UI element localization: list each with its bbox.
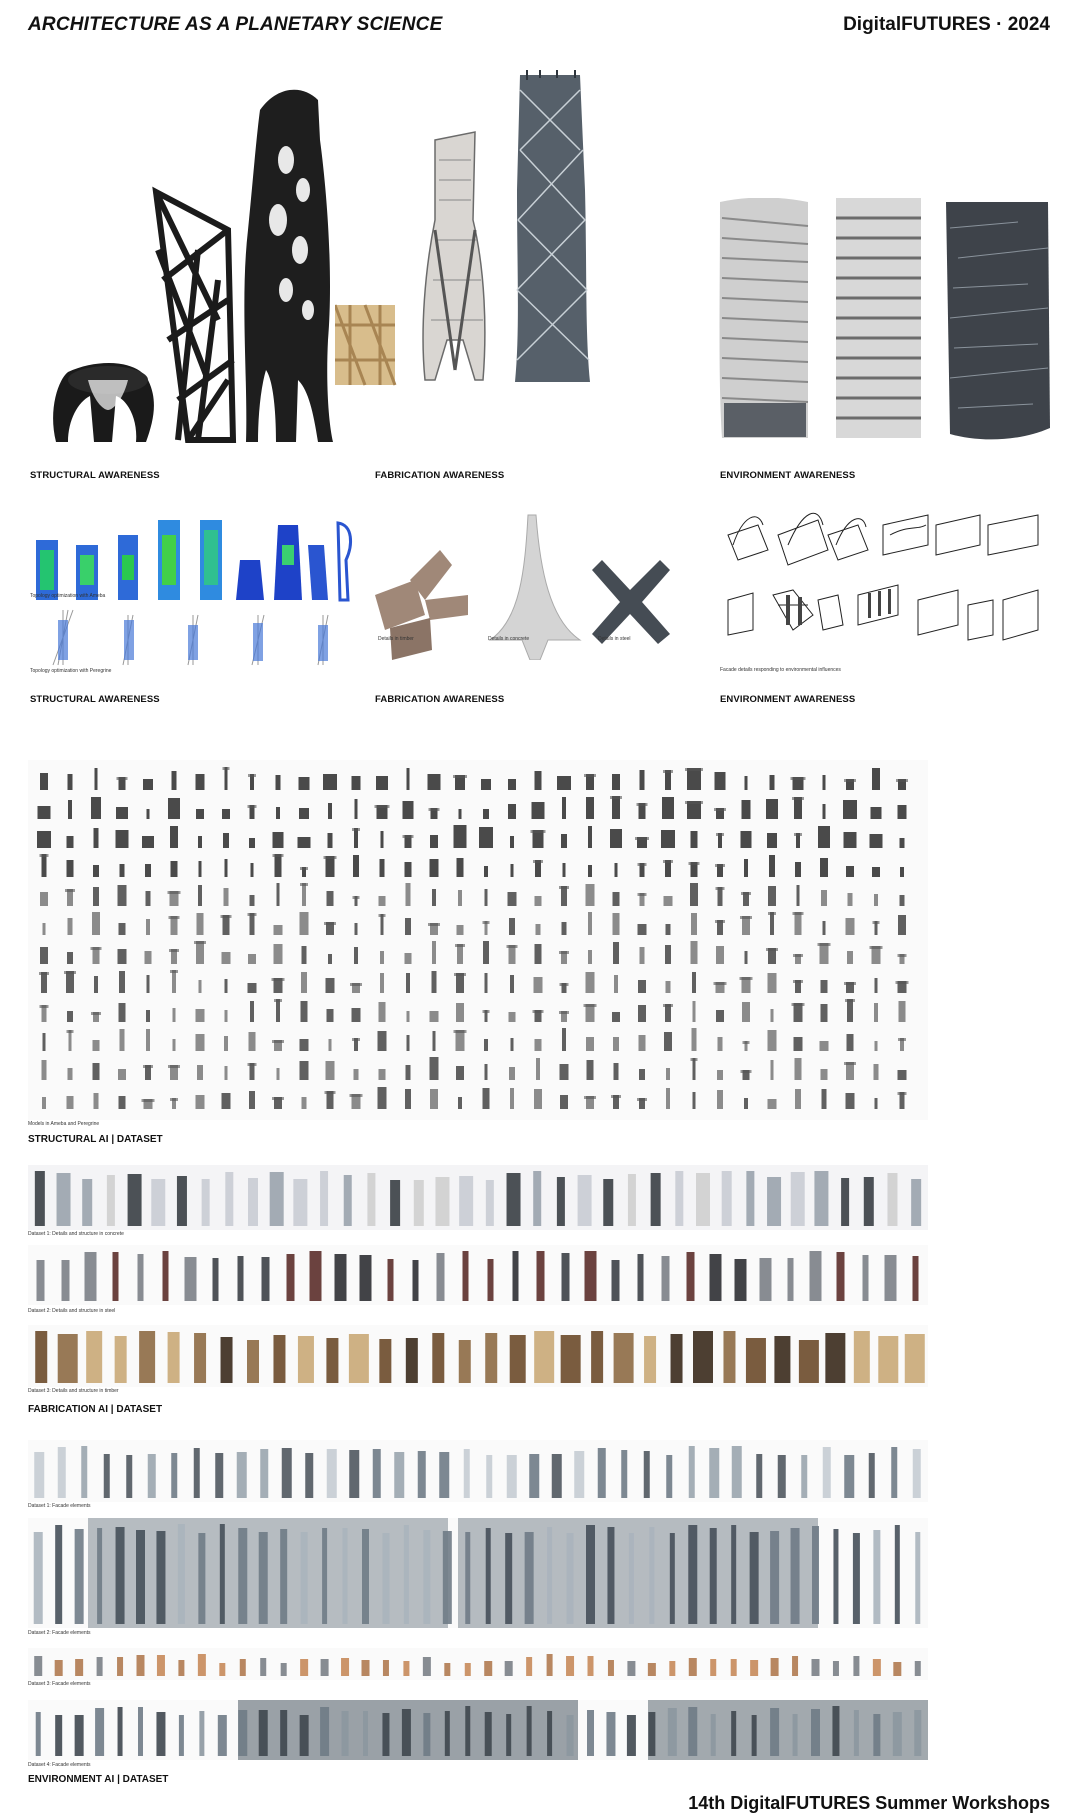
structural-towers-illustration (28, 80, 358, 445)
ameba-caption: Topology optimization with Ameba (30, 593, 106, 599)
environment-dataset-1 (28, 1440, 928, 1502)
fabrication-dataset-2-caption: Dataset 2: Details and structure in steel (28, 1308, 116, 1314)
concrete-caption: Details in concrete (488, 636, 530, 642)
brand-label: DigitalFUTURES · 2024 (843, 14, 1050, 35)
fabrication-dataset-label: FABRICATION AI | DATASET (28, 1404, 163, 1415)
fabrication-dataset-2 (28, 1245, 928, 1305)
environment-dataset-label: ENVIRONMENT AI | DATASET (28, 1774, 169, 1785)
environment-facade-illustration (718, 505, 1058, 665)
environment-towers-illustration (718, 198, 1058, 445)
environment-dataset-3-caption: Dataset 3: Facade elements (28, 1681, 91, 1687)
environment-dataset-2 (28, 1518, 928, 1628)
environment-dataset-4 (28, 1700, 928, 1760)
structural-awareness-label: STRUCTURAL AWARENESS (30, 470, 160, 481)
environment-awareness-label: ENVIRONMENT AWARENESS (720, 470, 856, 481)
environment-dataset-1-caption: Dataset 1: Facade elements (28, 1503, 91, 1509)
environment-dataset-2-caption: Dataset 2: Facade elements (28, 1630, 91, 1636)
environment-dataset-3 (28, 1648, 928, 1680)
fabrication-dataset-1 (28, 1165, 928, 1230)
steel-caption: Details in steel (598, 636, 631, 642)
footer-title: 14th DigitalFUTURES Summer Workshops (688, 1793, 1050, 1813)
fabrication-awareness-label-2: FABRICATION AWARENESS (375, 694, 505, 705)
fabrication-dataset-1-caption: Dataset 1: Details and structure in concrete (28, 1231, 124, 1237)
fabrication-dataset-3 (28, 1325, 928, 1387)
fabrication-dataset-3-caption: Dataset 3: Details and structure in timber (28, 1388, 119, 1394)
facade-caption: Facade details responding to environmental influences (720, 667, 841, 673)
structural-dataset-caption: Models in Ameba and Peregrine (28, 1121, 100, 1127)
page-title: ARCHITECTURE AS A PLANETARY SCIENCE (28, 14, 443, 35)
fabrication-details-illustration (370, 510, 700, 660)
environment-awareness-label-2: ENVIRONMENT AWARENESS (720, 694, 856, 705)
structural-dataset-grid (28, 760, 928, 1120)
structural-dataset-label: STRUCTURAL AI | DATASET (28, 1134, 163, 1145)
fabrication-towers-illustration (335, 70, 680, 445)
environment-dataset-4-caption: Dataset 4: Facade elements (28, 1762, 91, 1768)
fabrication-awareness-label: FABRICATION AWARENESS (375, 470, 505, 481)
peregrine-caption: Topology optimization with Peregrine (30, 668, 112, 674)
timber-caption: Details in timber (378, 636, 414, 642)
structural-awareness-label-2: STRUCTURAL AWARENESS (30, 694, 160, 705)
